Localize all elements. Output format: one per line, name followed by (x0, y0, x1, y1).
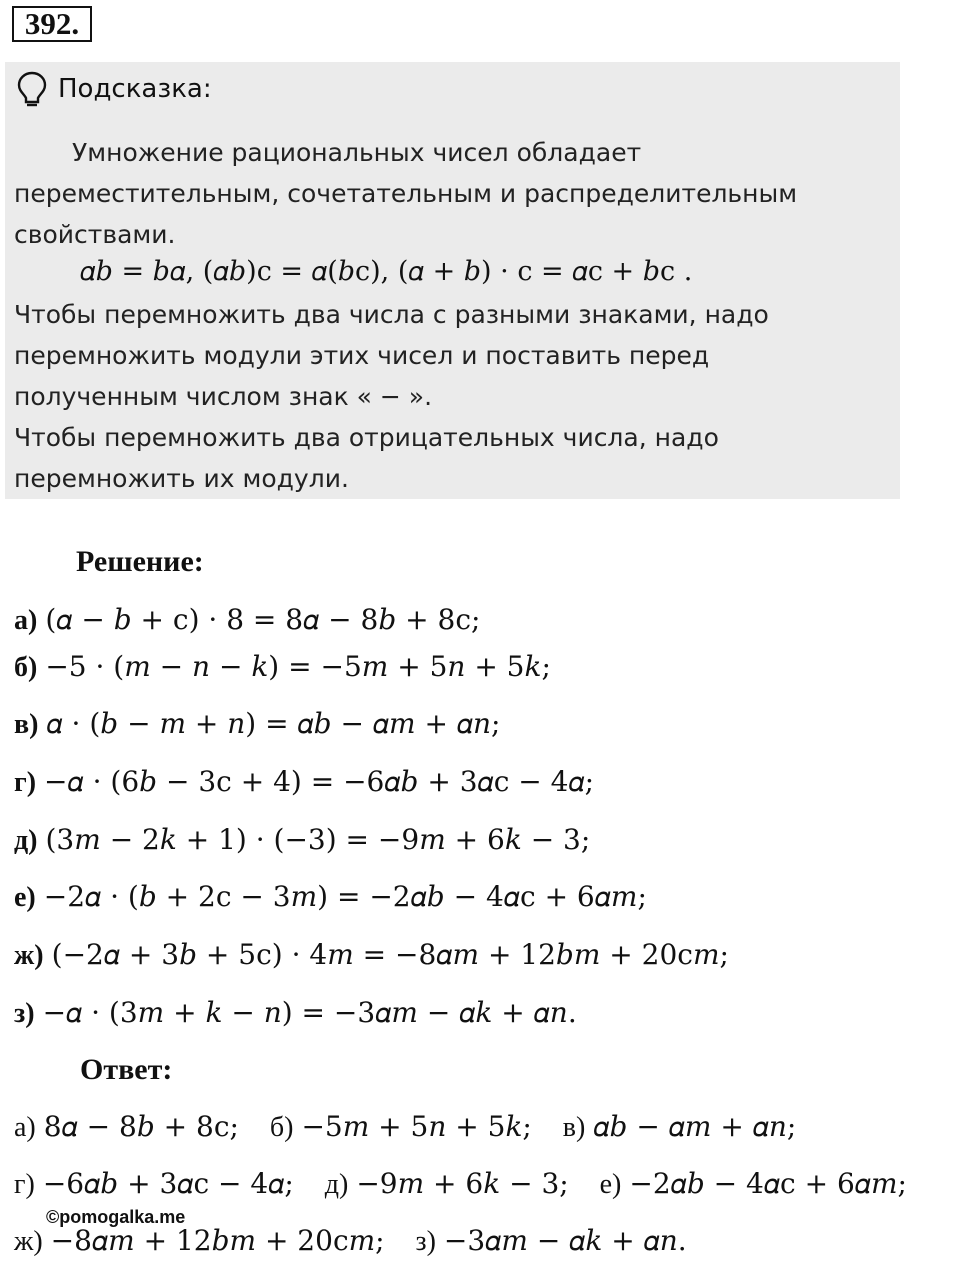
answer-expression: −2𝛼𝑏 − 4𝛼c + 6𝛼𝑚; (629, 1167, 907, 1200)
lightbulb-icon (15, 70, 49, 110)
answer-expression: 8𝛼 − 8𝑏 + 8c; (43, 1110, 239, 1143)
answer-expression: −8𝛼𝑚 + 12𝑏𝑚 + 20c𝑚; (50, 1224, 385, 1257)
item-expression: 𝛼 · (𝑏 − 𝑚 + 𝑛) = 𝛼𝑏 − 𝛼𝑚 + 𝛼𝑛; (46, 707, 501, 740)
hint-rule: перемножить модули этих чисел и поставить перед (14, 341, 710, 370)
properties-formula: 𝛼𝑏 = 𝑏𝛼, (𝛼𝑏)c = 𝛼(𝑏c), (𝛼 + 𝑏) · c = 𝛼c + 𝑏c . (80, 256, 693, 287)
answer-label: б) (269, 1112, 294, 1143)
hint-title: Подсказка: (58, 74, 212, 104)
item-label: в) (14, 709, 39, 740)
watermark: ©pomogalka.me (46, 1207, 186, 1227)
item-label: д) (14, 825, 38, 856)
hint-rule: перемножить их модули. (14, 464, 349, 493)
item-expression: −5 · (𝑚 − 𝑛 − 𝑘) = −5𝑚 + 5𝑛 + 5𝑘; (45, 650, 551, 683)
solution-item-a (14, 601, 480, 640)
hint-rule: Чтобы перемножить два отрицательных числа, надо (14, 423, 719, 452)
answer-expression: −6𝛼𝑏 + 3𝛼c − 4𝛼; (42, 1167, 294, 1200)
solution-item-v (14, 705, 501, 744)
item-expression: (3𝑚 − 2𝑘 + 1) · (−3) = −9𝑚 + 6𝑘 − 3; (45, 823, 591, 856)
hint-rule: Чтобы перемножить два числа с разными знаками, надо (14, 300, 769, 329)
answer-expression: −3𝛼𝑚 − 𝛼𝑘 + 𝛼𝑛. (443, 1224, 687, 1257)
item-expression: −𝛼 · (6𝑏 − 3c + 4) = −6𝛼𝑏 + 3𝛼c − 4𝛼; (44, 765, 595, 798)
answer-row (14, 1165, 907, 1204)
answer-label: в) (562, 1112, 586, 1143)
item-expression: (−2𝛼 + 3𝑏 + 5c) · 4𝑚 = −8𝛼𝑚 + 12𝑏𝑚 + 20c𝑚; (51, 938, 729, 971)
solution-item-z (14, 994, 577, 1033)
answer-expression: −9𝑚 + 6𝑘 − 3; (356, 1167, 569, 1200)
item-label: ж) (14, 940, 44, 971)
answer-expression: 𝛼𝑏 − 𝛼𝑚 + 𝛼𝑛; (593, 1110, 797, 1143)
answer-label: г) (14, 1169, 35, 1200)
hint-line: Умножение рациональных чисел обладает (72, 138, 642, 167)
solution-item-zh (14, 936, 729, 975)
answer-expression: −5𝑚 + 5𝑛 + 5𝑘; (301, 1110, 532, 1143)
solution-item-g (14, 763, 594, 802)
item-expression: −2𝛼 · (𝑏 + 2c − 3𝑚) = −2𝛼𝑏 − 4𝛼c + 6𝛼𝑚; (43, 880, 647, 913)
solution-item-e (14, 878, 647, 917)
item-label: з) (14, 998, 35, 1029)
hint-line: свойствами. (14, 220, 176, 249)
answer-label: д) (324, 1169, 349, 1200)
answer-row (14, 1108, 796, 1147)
solution-item-d (14, 821, 590, 860)
answer-label: а) (14, 1112, 36, 1143)
problem-number: 392. (12, 6, 92, 42)
item-expression: (𝛼 − 𝑏 + c) · 8 = 8𝛼 − 8𝑏 + 8c; (45, 603, 481, 636)
item-label: е) (14, 882, 36, 913)
answer-heading: Ответ: (80, 1053, 173, 1086)
answer-label: е) (599, 1169, 622, 1200)
solution-item-b (14, 648, 551, 687)
item-label: б) (14, 652, 38, 683)
answer-label: з) (415, 1226, 436, 1257)
answer-label: ж) (14, 1226, 43, 1257)
item-label: г) (14, 767, 37, 798)
item-label: а) (14, 605, 38, 636)
solution-heading: Решение: (76, 545, 204, 578)
hint-line: переместительным, сочетательным и распределительным (14, 179, 798, 208)
item-expression: −𝛼 · (3𝑚 + 𝑘 − 𝑛) = −3𝛼𝑚 − 𝛼𝑘 + 𝛼𝑛. (42, 996, 577, 1029)
hint-rule: полученным числом знак « − ». (14, 382, 433, 411)
